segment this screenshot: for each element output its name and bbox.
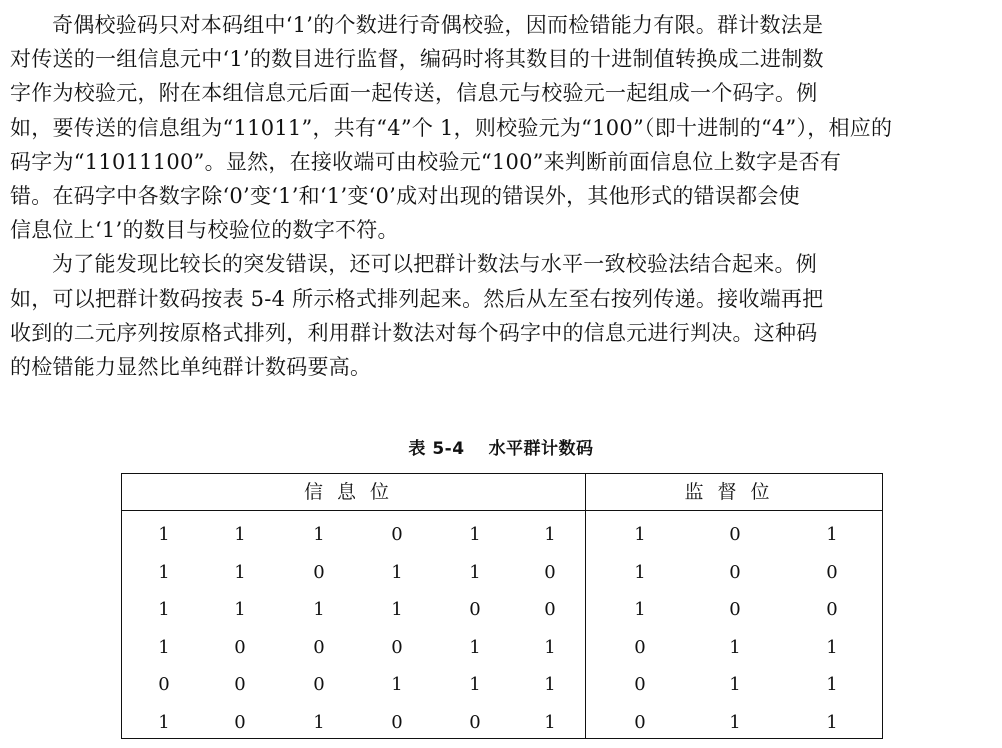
info-bit-cell: 1 [158, 636, 170, 658]
info-bit-cell: 1 [391, 561, 403, 583]
parity-bit-cell: 0 [729, 599, 741, 620]
paragraph-line: 码字为“11011100”。显然，在接收端可由校验元“100”来判断前面信息位上数字是否有 [10, 149, 842, 174]
parity-bit-cell: 1 [634, 524, 646, 545]
info-bit-cell: 1 [234, 599, 246, 620]
parity-bit-cell: 1 [826, 674, 838, 695]
paragraph-line: 对传送的一组信息元中‘1’的数目进行监督，编码时将其数目的十进制值转换成二进制数 [10, 47, 824, 72]
paragraph-line: 信息位上‘1’的数目与校验位的数字不符。 [10, 218, 399, 243]
info-bit-cell: 1 [158, 711, 170, 733]
parity-bit-cell: 1 [634, 599, 646, 620]
info-bit-cell: 1 [469, 524, 481, 545]
parity-bit-cell: 1 [729, 674, 741, 695]
parity-bit-cell: 0 [729, 561, 741, 583]
parity-bit-cell: 1 [729, 711, 741, 733]
body-text [10, 8, 994, 384]
paragraph-line: 如，要传送的信息组为“11011”，共有“4”个 1，则校验元为“100”（即十进制的“4”），相应的 [10, 115, 893, 140]
parity-bit-cell: 1 [634, 561, 646, 583]
info-bit-cell: 0 [313, 561, 325, 583]
table-caption-title: 水平群计数码 [488, 439, 594, 459]
info-bit-cell: 1 [158, 599, 170, 620]
info-bit-cell: 1 [469, 674, 481, 695]
info-bit-cell: 1 [469, 561, 481, 583]
info-bit-cell: 0 [391, 711, 403, 733]
info-bit-cell: 1 [313, 599, 325, 620]
info-bit-cell: 1 [391, 599, 403, 620]
info-bit-cell: 1 [391, 674, 403, 695]
paragraph-line: 错。在码字中各数字除‘0’变‘1’和‘1’变‘0’成对出现的错误外，其他形式的错误都会使 [10, 183, 800, 208]
parity-bit-cell: 0 [634, 711, 646, 733]
info-bit-cell: 1 [234, 524, 246, 545]
parity-bit-cell: 1 [729, 636, 741, 658]
paragraph-line: 收到的二元序列按原格式排列，利用群计数法对每个码字中的信息元进行判决。这种码 [10, 320, 818, 345]
info-bit-cell: 0 [544, 599, 556, 620]
info-bit-cell: 1 [313, 711, 325, 733]
info-bit-cell: 0 [391, 636, 403, 658]
info-bit-cell: 1 [544, 636, 556, 658]
parity-bit-cell: 1 [826, 711, 838, 733]
paragraph-line: 字作为校验元，附在本组信息元后面一起传送，信息元与校验元一起组成一个码字。例 [10, 81, 818, 106]
info-bit-cell: 0 [469, 599, 481, 620]
info-bit-cell: 0 [234, 636, 246, 658]
info-bit-cell: 0 [391, 524, 403, 545]
info-bit-cell: 0 [469, 711, 481, 733]
table-caption [0, 437, 1002, 461]
info-bit-cell: 0 [158, 674, 170, 695]
parity-bit-cell: 0 [634, 636, 646, 658]
paragraph-line: 奇偶校验码只对本码组中‘1’的个数进行奇偶校验，因而检错能力有限。群计数法是 [52, 13, 824, 37]
info-bit-cell: 1 [544, 711, 556, 733]
info-bit-cell: 1 [544, 524, 556, 545]
info-bit-cell: 0 [544, 561, 556, 583]
info-bit-cell: 0 [234, 711, 246, 733]
paragraph-line: 如，可以把群计数码按表 5-4 所示格式排列起来。然后从左至右按列传递。接收端再把 [10, 286, 824, 311]
table-caption-number: 表 5-4 [408, 439, 465, 459]
info-bit-cell: 1 [234, 561, 246, 583]
parity-bit-cell: 0 [826, 561, 838, 583]
info-bit-cell: 1 [158, 561, 170, 583]
parity-bit-cell: 0 [634, 674, 646, 695]
info-bit-cell: 1 [469, 636, 481, 658]
parity-bit-cell: 0 [826, 599, 838, 620]
parity-bit-cell: 0 [729, 524, 741, 545]
info-bit-cell: 1 [544, 674, 556, 695]
info-bit-cell: 0 [234, 674, 246, 695]
paragraph-line: 为了能发现比较长的突发错误，还可以把群计数法与水平一致校验法结合起来。例 [52, 252, 817, 277]
table-body [122, 511, 882, 738]
paragraph-line: 的检错能力显然比单纯群计数码要高。 [10, 354, 372, 379]
header-info-bits: 信息位 [303, 481, 403, 503]
info-bit-cell: 0 [313, 674, 325, 695]
data-table [121, 473, 883, 739]
info-bit-cell: 1 [158, 524, 170, 545]
parity-bit-cell: 1 [826, 524, 838, 545]
info-bit-cell: 1 [313, 524, 325, 545]
header-parity-bits: 监督位 [684, 481, 784, 503]
parity-bit-cell: 1 [826, 636, 838, 658]
info-bit-cell: 0 [313, 636, 325, 658]
